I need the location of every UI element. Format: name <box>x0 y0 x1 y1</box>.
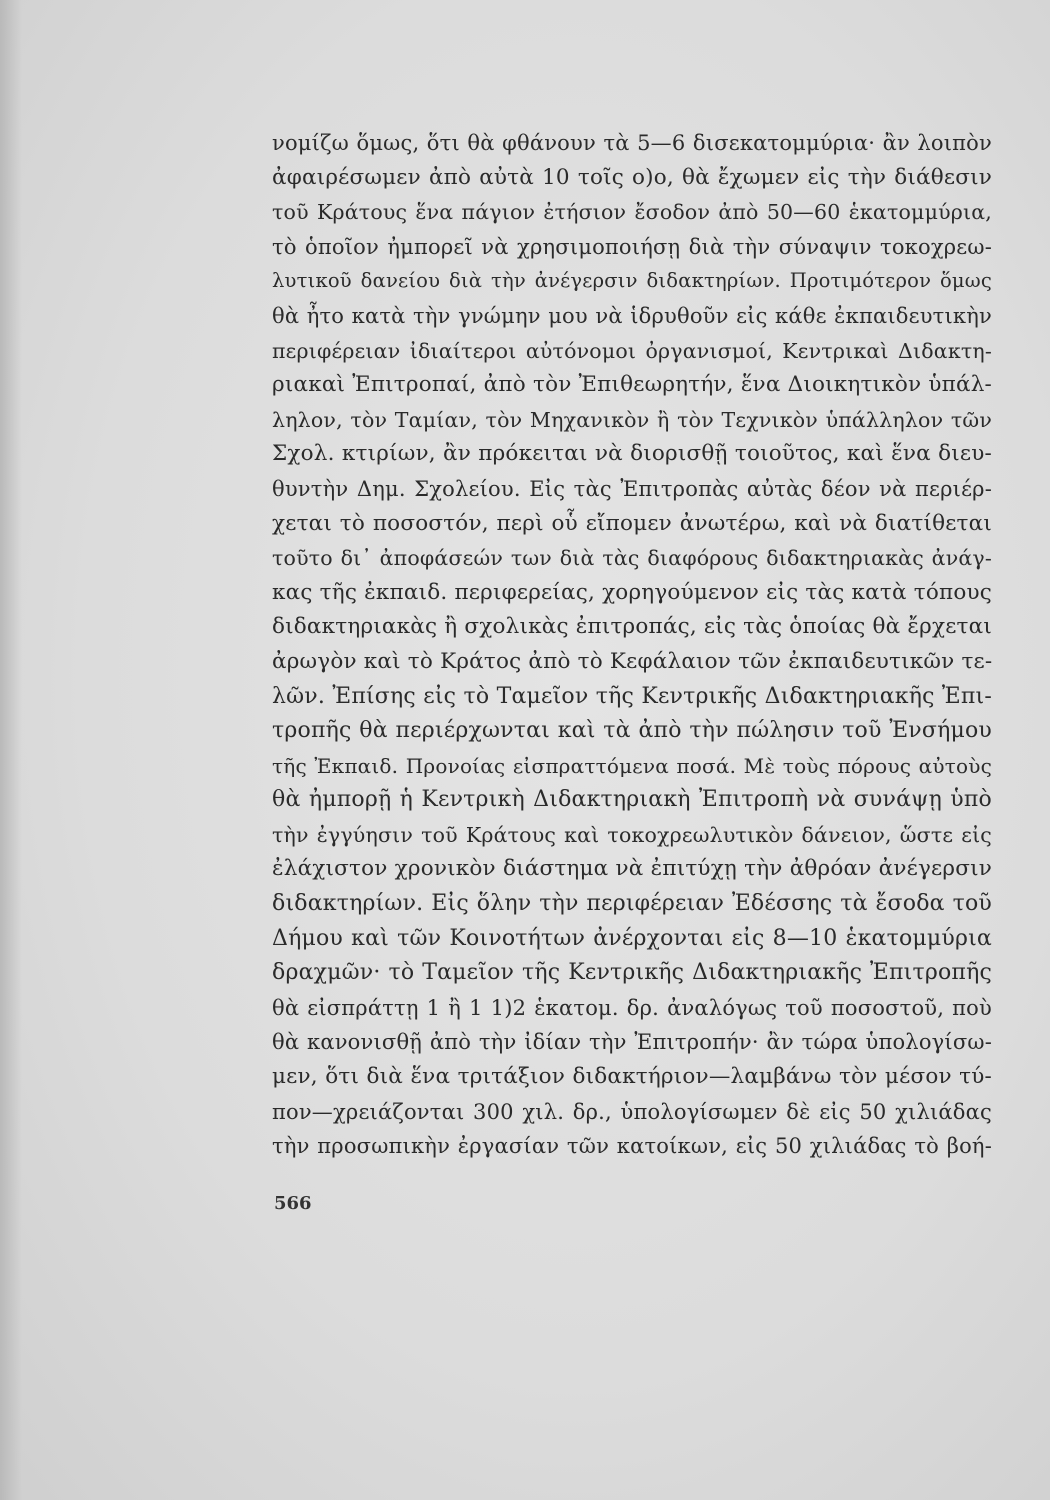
text-line: διδακτηρίων. Εἰς ὅλην τὴν περιφέρειαν Ἐδέσσης τὰ ἔσοδα τοῦ <box>272 891 992 917</box>
text-line: ριακαὶ Ἐπιτροπαί, ἀπὸ τὸν Ἐπιθεωρητήν, ἕνα Διοικητικὸν ὑπάλ- <box>272 372 992 398</box>
text-line: λῶν. Ἐπίσης εἰς τὸ Ταμεῖον τῆς Κεντρικῆς Διδακτηριακῆς Ἐπι- <box>272 683 992 709</box>
text-line: Σχολ. κτιρίων, ἂν πρόκειται νὰ διορισθῇ τοιοῦτος, καὶ ἕνα διευ- <box>272 441 992 467</box>
text-line: τῆς Ἐκπαιδ. Προνοίας εἰσπραττόμενα ποσά. Μὲ τοὺς πόρους αὐτοὺς <box>272 753 992 778</box>
text-line: τὴν προσωπικὴν ἐργασίαν τῶν κατοίκων, εἰς 50 χιλιάδας τὸ βοή- <box>272 1134 992 1159</box>
text-line: τὸ ὁποῖον ἠμπορεῖ νὰ χρησιμοποιήσῃ διὰ τὴν σύναψιν τοκοχρεω- <box>272 234 992 259</box>
text-line: Δήμου καὶ τῶν Κοινοτήτων ἀνέρχονται εἰς 8—10 ἑκατομμύρια <box>272 925 992 951</box>
text-line: πον—χρειάζονται 300 χιλ. δρ., ὑπολογίσωμεν δὲ εἰς 50 χιλιάδας <box>272 1099 992 1124</box>
text-line: περιφέρειαν ἰδιαίτεροι αὐτόνομοι ὀργανισμοί, Κεντρικαὶ Διδακτη- <box>272 338 992 363</box>
text-line: δραχμῶν· τὸ Ταμεῖον τῆς Κεντρικῆς Διδακτηριακῆς Ἐπιτροπῆς <box>272 960 992 986</box>
text-line: νομίζω ὅμως, ὅτι θὰ φθάνουν τὰ 5—6 δισεκατομμύρια· ἂν λοιπὸν <box>272 131 992 155</box>
text-line: ἀρωγὸν καὶ τὸ Κράτος ἀπὸ τὸ Κεφάλαιον τῶν ἐκπαιδευτικῶν τε- <box>272 648 993 674</box>
text-line: θυντὴν Δημ. Σχολείου. Εἰς τὰς Ἐπιτροπὰς αὐτὰς δέον νὰ περιέρ- <box>272 476 992 501</box>
text-line: κας τῆς ἐκπαιδ. περιφερείας, χορηγούμενον εἰς τὰς κατὰ τόπους <box>272 579 992 605</box>
text-line: θὰ εἰσπράττῃ 1 ἢ 1 1)2 ἑκατομ. δρ. ἀναλόγως τοῦ ποσοστοῦ, ποὺ <box>272 995 992 1020</box>
text-line: θὰ κανονισθῇ ἀπὸ τὴν ἰδίαν τὴν Ἐπιτροπήν· ἂν τώρα ὑπολογίσω- <box>272 1030 992 1055</box>
text-line: διδακτηριακὰς ἢ σχολικὰς ἐπιτροπάς, εἰς τὰς ὁποίας θὰ ἔρχεται <box>272 614 992 640</box>
text-line: χεται τὸ ποσοστόν, περὶ οὗ εἴπομεν ἀνωτέρω, καὶ νὰ διατίθεται <box>272 510 992 536</box>
text-line: τοῦ Κράτους ἕνα πάγιον ἐτήσιον ἔσοδον ἀπὸ 50—60 ἑκατομμύρια, <box>272 200 992 225</box>
text-line: θὰ ἠμπορῇ ἡ Κεντρικὴ Διδακτηριακὴ Ἐπιτροπὴ νὰ συνάψῃ ὑπὸ <box>272 787 992 813</box>
body-text <box>272 126 992 1164</box>
text-line: λυτικοῦ δανείου διὰ τὴν ἀνέγερσιν διδακτηρίων. Προτιμότερον ὅμως <box>272 269 992 293</box>
text-line: τροπῆς θὰ περιέρχωνται καὶ τὰ ἀπὸ τὴν πώλησιν τοῦ Ἐνσήμου <box>272 718 992 744</box>
text-line: μεν, ὅτι διὰ ἕνα τριτάξιον διδακτήριον—λαμβάνω τὸν μέσον τύ- <box>272 1064 992 1090</box>
text-line: θὰ ἦτο κατὰ τὴν γνώμην μου νὰ ἱδρυθοῦν εἰς κάθε ἐκπαιδευτικὴν <box>272 303 992 328</box>
text-line: ληλον, τὸν Ταμίαν, τὸν Μηχανικὸν ἢ τὸν Τεχνικὸν ὑπάλληλον τῶν <box>272 407 992 432</box>
text-line: ἐλάχιστον χρονικὸν διάστημα νὰ ἐπιτύχῃ τὴν ἀθρόαν ἀνέγερσιν <box>272 856 992 882</box>
text-line: τὴν ἐγγύησιν τοῦ Κράτους καὶ τοκοχρεωλυτικὸν δάνειον, ὥστε εἰς <box>272 822 992 847</box>
page-number: 566 <box>274 1193 312 1214</box>
page-edge-shadow <box>0 0 22 1500</box>
text-line: ἀφαιρέσωμεν ἀπὸ αὐτὰ 10 τοῖς ο)ο, θὰ ἔχωμεν εἰς τὴν διάθεσιν <box>272 164 992 190</box>
text-line: τοῦτο δι᾽ ἀποφάσεών των διὰ τὰς διαφόρους διδακτηριακὰς ἀνάγ- <box>272 546 992 571</box>
